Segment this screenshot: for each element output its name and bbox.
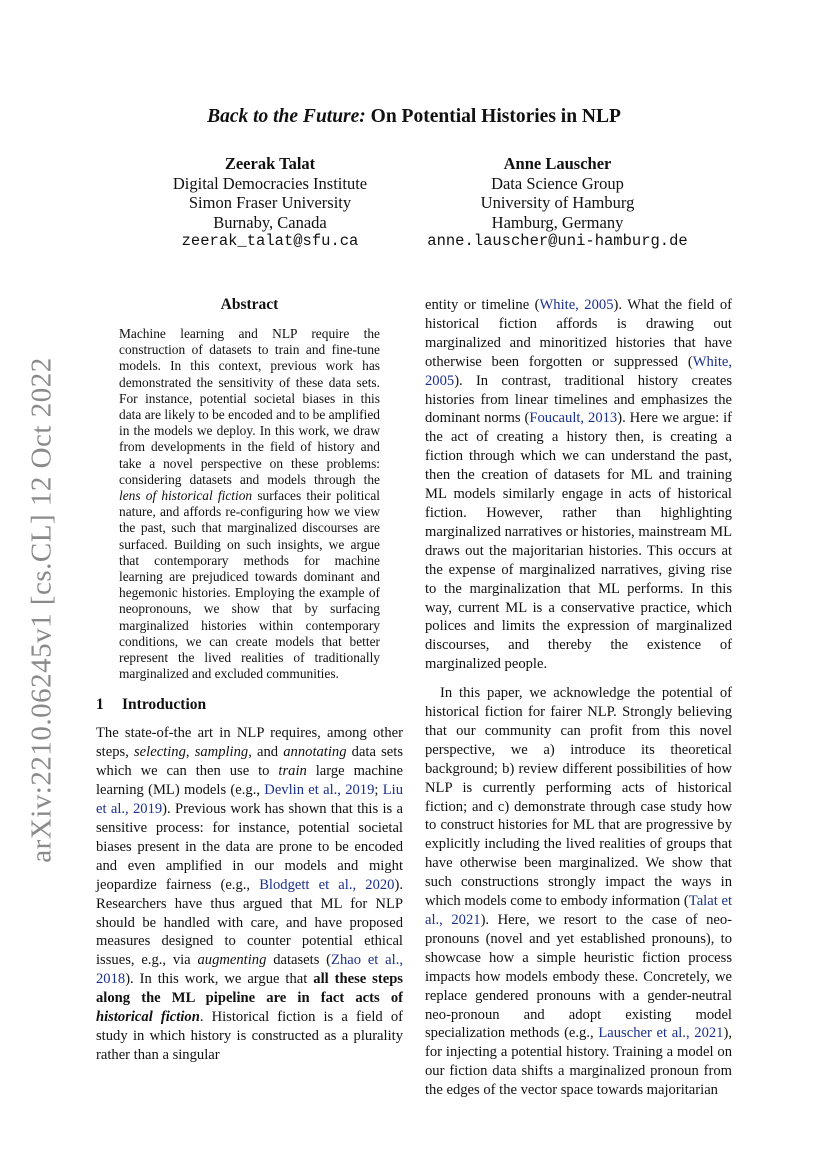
- citation-link[interactable]: Liu et al., 2019: [96, 782, 404, 818]
- citation-link[interactable]: Blodgett et al., 2020: [259, 876, 395, 893]
- citation-link[interactable]: Zhao et al., 2018: [96, 952, 403, 988]
- body-paragraph: [425, 684, 732, 1100]
- arxiv-identifier: arXiv:2210.06245v1 [cs.CL] 12 Oct 2022: [25, 357, 58, 863]
- author-email: zeerak_talat@sfu.ca: [181, 232, 359, 250]
- text-run: ). Researchers have thus argued that ML for NLP should be handled with care, and have proposed measures designed to counter potential ethical issues, e.g., via: [96, 876, 403, 969]
- author-name: Anne Lauscher: [503, 154, 612, 173]
- author-affiliation: Simon Fraser University: [188, 193, 352, 212]
- text-run: ;: [374, 782, 383, 799]
- text-run: , and: [248, 744, 284, 761]
- author-affiliation: Data Science Group: [491, 173, 624, 193]
- emphasis: sampling: [194, 744, 249, 761]
- citation-link[interactable]: Devlin et al., 2019: [264, 782, 375, 799]
- text-run: entity or timeline (: [425, 297, 540, 313]
- text-run: ). Here we argue: if the act of creating a history then, is creating a fiction through which we can understand the past, then the creation of datasets for ML and training ML models similarly engage in acts of historical fiction. However, rather than highlighting marginalized narratives or histories, mainstream ML draws out the majoritarian histories. This occurs at the expense of marginalized narratives, giving rise to the marginalization that ML performs. In this way, current ML is a conservative practice, which polices and limits the expression of marginalized discourses, and thereby the existence of marginalized people.: [425, 410, 732, 673]
- bold-emphasis: all these steps along the ML pipeline are in fact acts of: [96, 971, 403, 1007]
- left-column: [96, 296, 403, 1065]
- paper-title: [100, 106, 728, 128]
- emphasis: selecting: [134, 744, 186, 761]
- section-number: 1: [96, 696, 104, 714]
- text-run: ). What the field of historical fiction affords is drawing out marginalized and minoritized histories that have otherwise been forgotten or suppressed (: [425, 297, 732, 370]
- text-run: large machine learning (ML) models (e.g.,: [96, 763, 403, 799]
- author-name: Zeerak Talat: [224, 154, 316, 173]
- text-run: ), for injecting a potential history. Training a model on our fiction data shifts a marginalized pronoun from the edges of the vector space towards majoritarian: [425, 1025, 732, 1099]
- text-run: ). Here, we resort to the case of neo-pronouns (novel and yet established pronouns), to showcase how a simple heuristic fiction process impacts how models embody these. Concretely, we replace gendered pronouns with a gender-neutral neo-pronoun and adopt existing model specialization methods (e.g.,: [425, 912, 732, 1042]
- bold-italic-emphasis: historical fiction: [96, 1009, 200, 1026]
- abstract-heading: Abstract: [220, 296, 279, 313]
- text-run: ,: [185, 744, 195, 761]
- text-run: . Historical fiction is a field of study in which history is constructed as a plurality rather than a singular: [96, 1009, 403, 1063]
- author-block-1: [150, 154, 390, 252]
- title-rest: On Potential Histories in NLP: [365, 106, 621, 127]
- abstract-text: surfaces their political nature, and affords re-configuring how we view the past, such that marginalized discourses are surfaced. Building on such insights, we argue that contemporary methods for machine learning are prejudiced towards dominant and hegemonic histories. Employing the example of neopronouns, we show that by surfacing marginalized histories within contemporary conditions, we can create models that better represent the lived realities of traditionally marginalized and excluded communities.: [119, 488, 380, 682]
- abstract-emphasis: lens of historical fiction: [119, 488, 253, 504]
- citation-link[interactable]: White, 2005: [539, 297, 614, 313]
- text-run: ). In this work, we argue that: [125, 971, 314, 988]
- text-run: ). In contrast, traditional history creates histories from linear timelines and emphasizes the dominant norms (: [425, 372, 732, 427]
- text-run: In this paper, we acknowledge the potential of historical fiction for fairer NLP. Strongly believing that our community can profit from this novel perspective, we a) introduce its theoretical background; b) review different possibilities of how NLP is currently performing acts of historical fiction; and c) demonstrate through case study how to construct histories for ML that are progressive by explicitly including the lived realities of groups that have otherwise been marginalized. We show that such constructions strongly impact the ways in which models come to embody information (: [425, 685, 732, 910]
- right-column: [425, 296, 732, 1100]
- emphasis: annotating: [283, 744, 347, 761]
- section-heading-introduction: [96, 696, 403, 714]
- text-run: ). Previous work has shown that this is a sensitive process: for instance, potential societal biases present in the data are prone to be encoded and even amplified in our models and might jeopardize fairness (e.g.,: [96, 801, 403, 893]
- text-run: data sets which we can then use to: [96, 744, 404, 780]
- author-block-2: [405, 154, 710, 252]
- author-affiliation: University of Hamburg: [480, 193, 635, 212]
- citation-link[interactable]: Foucault, 2013: [529, 410, 618, 427]
- citation-link[interactable]: White, 2005: [425, 353, 732, 389]
- author-affiliation: Digital Democracies Institute: [172, 173, 368, 193]
- arxiv-side-label: [22, 357, 62, 863]
- abstract-body: [119, 326, 380, 682]
- author-affiliation: Burnaby, Canada: [213, 212, 327, 232]
- citation-link[interactable]: Talat et al., 2021: [425, 893, 732, 928]
- text-run: datasets (: [266, 952, 332, 969]
- intro-paragraph: [96, 724, 403, 1064]
- body-paragraph: [425, 296, 732, 674]
- emphasis: augmenting: [197, 952, 267, 969]
- author-email: anne.lauscher@uni-hamburg.de: [427, 232, 688, 250]
- abstract-text: Machine learning and NLP require the construction of datasets to train and fine-tune models. In this context, previous work has demonstrated the sensitivity of these data sets. For instance, potential societal biases in this data are likely to be encoded and to be amplified in the models we deploy. In this work, we draw from developments in the field of history and take a novel perspective on these problems: considering datasets and models through the: [119, 326, 380, 487]
- section-title: Introduction: [122, 696, 207, 714]
- text-run: The state-of-the art in NLP requires, among other steps,: [96, 725, 403, 761]
- emphasis: train: [278, 763, 307, 780]
- author-affiliation: Hamburg, Germany: [491, 212, 624, 232]
- title-italic: Back to the Future:: [207, 106, 366, 127]
- citation-link[interactable]: Lauscher et al., 2021: [598, 1025, 724, 1042]
